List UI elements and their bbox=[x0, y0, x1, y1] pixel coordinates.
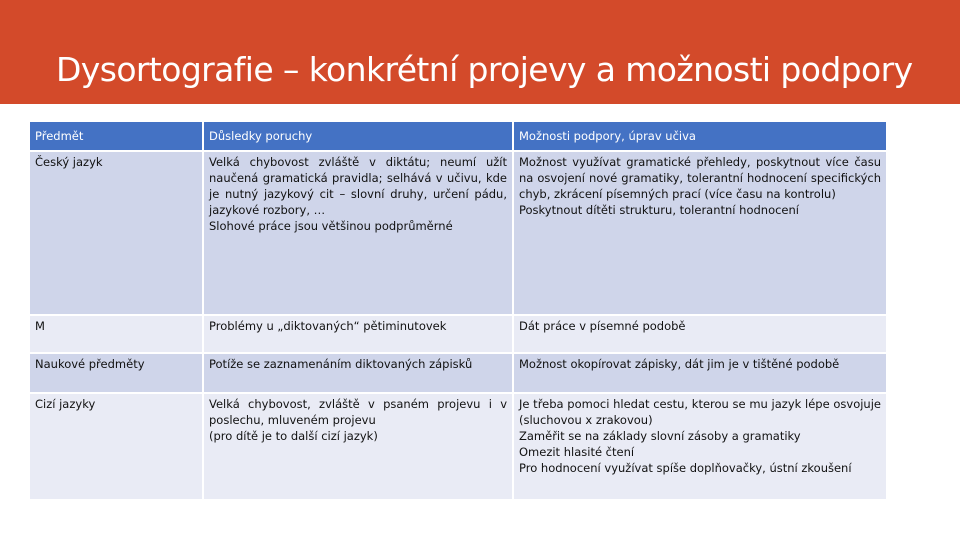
cell-line: Zaměřit se na základy slovní zásoby a gramatiky bbox=[519, 429, 801, 443]
consequences-cell bbox=[204, 152, 512, 314]
cell-line: Je třeba pomoci hledat cestu, kterou se mu jazyk lépe osvojuje (sluchovou x zrakovou) bbox=[519, 397, 881, 427]
header-support: Možnosti podpory, úprav učiva bbox=[514, 122, 886, 150]
support-cell bbox=[514, 316, 886, 352]
header-subject: Předmět bbox=[30, 122, 202, 150]
consequences-cell bbox=[204, 354, 512, 392]
cell-line: Potíže se zaznamenáním diktovaných zápisků bbox=[209, 357, 473, 371]
support-cell bbox=[514, 354, 886, 392]
subject-cell: Naukové předměty bbox=[30, 354, 202, 392]
consequences-cell bbox=[204, 394, 512, 499]
support-cell bbox=[514, 394, 886, 499]
subject-cell: Český jazyk bbox=[30, 152, 202, 314]
cell-line: Pro hodnocení využívat spíše doplňovačky, ústní zkoušení bbox=[519, 461, 852, 475]
subject-cell: Cizí jazyky bbox=[30, 394, 202, 499]
table-row bbox=[30, 316, 886, 352]
cell-line: Možnost využívat gramatické přehledy, poskytnout více času na osvojení nové gramatiky, tolerantní hodnocení specifických chyb, zkrácení písemných prací (více času na kontrolu) bbox=[519, 155, 881, 201]
title-banner bbox=[0, 0, 960, 104]
support-table bbox=[28, 120, 888, 501]
table-row bbox=[30, 354, 886, 392]
cell-line: Dát práce v písemné podobě bbox=[519, 319, 686, 333]
cell-line: Poskytnout dítěti strukturu, tolerantní hodnocení bbox=[519, 203, 799, 217]
table-row bbox=[30, 394, 886, 499]
table-row bbox=[30, 152, 886, 314]
cell-line: (pro dítě je to další cizí jazyk) bbox=[209, 429, 378, 443]
cell-line: Omezit hlasité čtení bbox=[519, 445, 635, 459]
cell-line: Velká chybovost zvláště v diktátu; neumí užít naučená gramatická pravidla; selhává v učivu, kde je nutný jazykový cit – slovní druhy, určení pádu, jazykové rozbory, … bbox=[209, 155, 507, 217]
cell-line: Možnost okopírovat zápisky, dát jim je v tištěné podobě bbox=[519, 357, 840, 371]
header-consequences: Důsledky poruchy bbox=[204, 122, 512, 150]
cell-line: Slohové práce jsou většinou podprůměrné bbox=[209, 219, 453, 233]
support-cell bbox=[514, 152, 886, 314]
cell-line: Velká chybovost, zvláště v psaném projevu i v poslechu, mluveném projevu bbox=[209, 397, 507, 427]
slide-title: Dysortografie – konkrétní projevy a možnosti podpory bbox=[56, 50, 913, 89]
subject-cell: M bbox=[30, 316, 202, 352]
table-header-row bbox=[30, 122, 886, 150]
cell-line: Problémy u „diktovaných“ pětiminutovek bbox=[209, 319, 447, 333]
consequences-cell bbox=[204, 316, 512, 352]
